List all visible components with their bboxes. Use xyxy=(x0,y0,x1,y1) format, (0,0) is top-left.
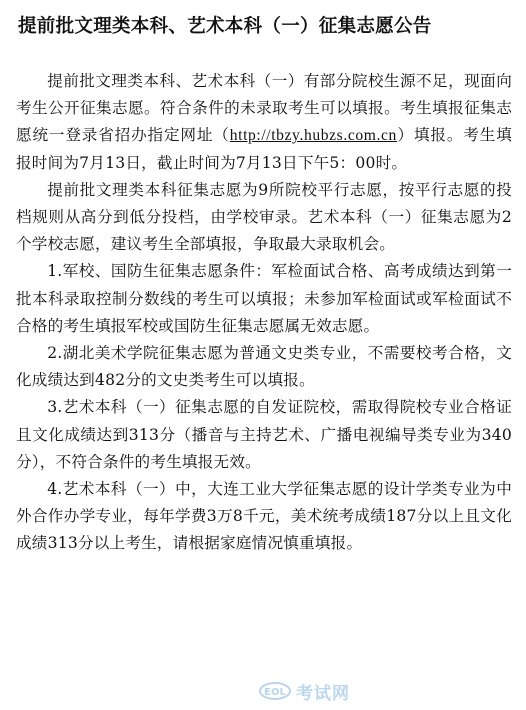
paragraph-intro-text-after: ）填报。考生填报时间为7月13日，截止时间为7月13日下午5：00时。 xyxy=(16,126,512,172)
official-website-link[interactable]: http://tbzy.hubzs.com.cn xyxy=(229,127,397,145)
watermark-text: 考试网 xyxy=(296,683,350,704)
svg-text:EOL: EOL xyxy=(264,687,286,698)
paragraph-item-2: 2.湖北美术学院征集志愿为普通文史类专业，不需要校考合格，文化成绩达到482分的文史类考生可以填报。 xyxy=(16,344,512,390)
paragraph-intro xyxy=(16,68,512,177)
paragraph-intro-text-before: 提前批文理类本科、艺术本科（一）有部分院校生源不足，现面向考生公开征集志愿。符合条件的未录取考生可以填报。考生填报征集志愿统一登录省招办指定网址（ xyxy=(16,72,512,145)
paragraph-item-4: 4.艺术本科（一）中，大连工业大学征集志愿的设计学类专业为中外合作办学专业，每年学费3万8千元，美术统考成绩187分以上且文化成绩313分以上考生，请根据家庭情况慎重填报。 xyxy=(16,480,512,553)
paragraph-rules: 提前批文理类本科征集志愿为9所院校平行志愿，按平行志愿的投档规则从高分到低分投档，由学校审录。艺术本科（一）征集志愿为2个学校志愿，建议考生全部填报，争取最大录取机会。 xyxy=(16,180,512,254)
paragraph-item-3: 3.艺术本科（一）征集志愿的自发证院校，需取得院校专业合格证且文化成绩达到313分（播音与主持艺术、广播电视编导类专业为340分），不符合条件的考生填报无效。 xyxy=(16,398,512,471)
page-title: 提前批文理类本科、艺术本科（一）征集志愿公告 xyxy=(18,16,432,37)
paragraph-item-1: 1.军校、国防生征集志愿条件：军检面试合格、高考成绩达到第一批本科录取控制分数线的考生可以填报；未参加军检面试或军检面试不合格的考生填报军校或国防生征集志愿属无效志愿。 xyxy=(16,262,512,335)
